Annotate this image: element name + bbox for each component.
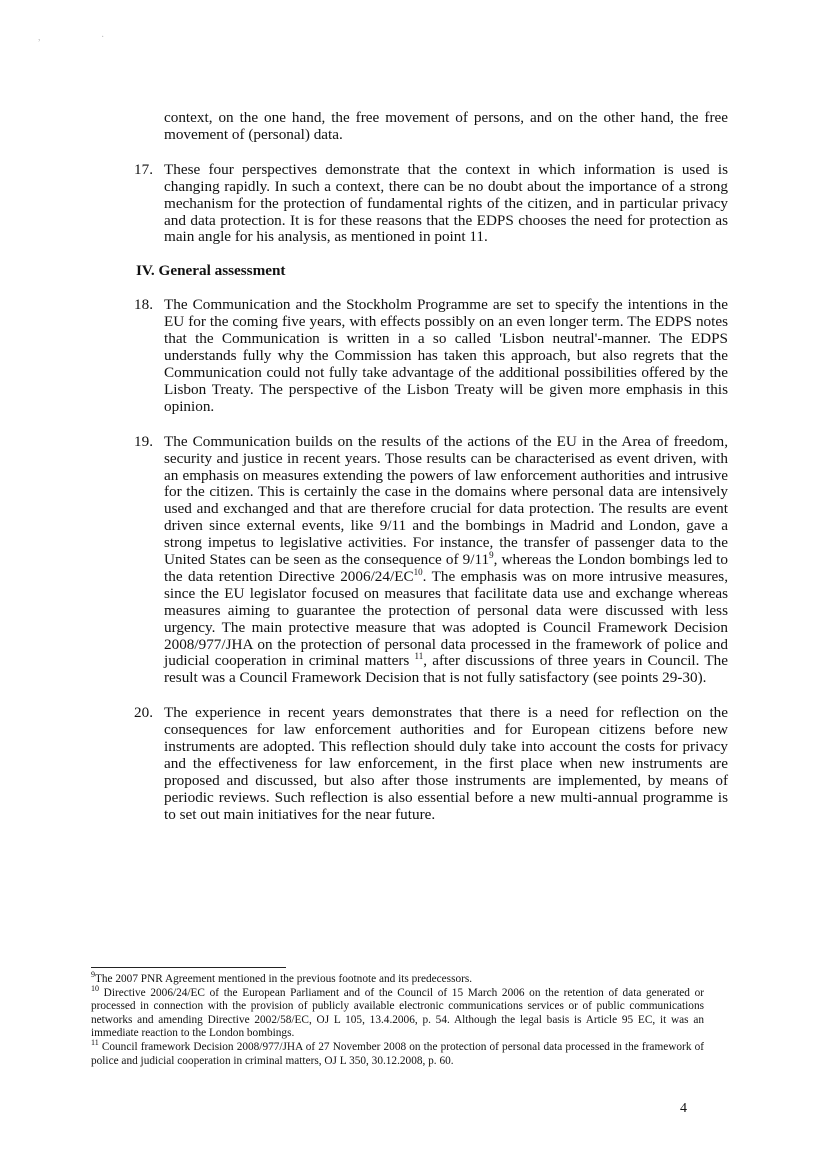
- paragraph-text-part: , after discussions of three years in Council. The result was a Council Framework Decision that is not fully satisfactory (see points 29-30).: [164, 652, 728, 687]
- footnote-number: 9: [91, 970, 95, 980]
- paragraph-number: 17.: [134, 160, 153, 178]
- paragraph-17: [134, 160, 728, 247]
- paragraph-text: These four perspectives demonstrate that the context in which information is used is changing rapidly. In such a context, there can be no doubt about the importance of a strong mechanism for the protection of fundamental rights of the citizen, and in particular privacy and data protection. It is for these reasons that the EDPS chooses the need for protection as main angle for his analysis, as mentioned in point 11.: [164, 160, 728, 246]
- footnote-10: [91, 983, 704, 1041]
- footnote-text: The 2007 PNR Agreement mentioned in the previous footnote and its predecessors.: [95, 973, 473, 985]
- scan-artifact: ,: [38, 32, 41, 43]
- scan-artifact: ·: [101, 32, 105, 43]
- paragraph-text: The Communication and the Stockholm Programme are set to specify the intentions in the EU for the coming five years, with effects possibly on an even longer term. The EDPS notes that the Communication is written in a so called 'Lisbon neutral'-manner. The EDPS understands fully why the Commission has taken this approach, but also regrets that the Communication could not fully take advantage of the additional possibilities offered by the Lisbon Treaty. The perspective of the Lisbon Treaty will be given more emphasis in this opinion.: [164, 296, 728, 415]
- footnote-11: [91, 1038, 705, 1068]
- paragraph-19: [134, 432, 728, 688]
- body-text: [0, 110, 826, 842]
- footnote-reference[interactable]: 11: [414, 651, 424, 662]
- paragraph-text-part: The Communication builds on the results of the actions of the EU in the Area of freedom, security and justice in recent years. Those results can be characterised as event driven, with an emphasis on measures extending the powers of law enforcement authorities and intrusive for the citizen. This is certainly the case in the domains where personal data are intensively used and exchanged and that are therefore crucial for data protection. The results are event driven since external events, like 9/11 and the bombings in Madrid and London, gave a strong impetus to legislative activities. For instance, the transfer of passenger data to the United States can be seen as the consequence of 9/11: [164, 432, 728, 569]
- paragraph-text: The experience in recent years demonstrates that there is a need for reflection on the consequences for law enforcement authorities and for European citizens before new instruments are adopted. This reflection should duly take into account the costs for privacy and the effectiveness for law enforcement, in the first place when new instruments are proposed and discussed, but also after those instruments are implemented, by means of periodic reviews. Such reflection is also essential before a new multi-annual programme is to set out main initiatives for the near future.: [164, 704, 728, 823]
- paragraph-text: context, on the one hand, the free movement of persons, and on the other hand, the free movement of (personal) data.: [164, 109, 728, 143]
- section-heading: IV. General assessment: [136, 262, 286, 280]
- footnote-reference[interactable]: 10: [413, 566, 423, 577]
- paragraph-number: 19.: [134, 432, 153, 450]
- paragraph-text-part: . The emphasis was on more intrusive measures, since the EU legislator focused on measures that facilitate data use and exchange whereas measures aiming to guarantee the protection of personal data were discussed with less urgency. The main protective measure that was adopted is Council Framework Decision 2008/977/JHA on the protection of personal data processed in the framework of police and judicial cooperation in criminal matters: [164, 567, 728, 670]
- footnote-separator: [91, 967, 286, 968]
- paragraph-number: 18.: [134, 296, 153, 314]
- footnote-text: Council framework Decision 2008/977/JHA of 27 November 2008 on the protection of personal data processed in the framework of police and judicial cooperation in criminal matters, OJ L 350, 30.12.2008, p. 60.: [91, 1040, 705, 1067]
- paragraph-16-continued: [164, 110, 728, 144]
- paragraph-18: [134, 296, 728, 415]
- paragraph-number: 20.: [134, 704, 153, 722]
- footnote-text: Directive 2006/24/EC of the European Parliament and of the Council of 15 March 2006 on the retention of data generated or processed in connection with the provision of publicly available electronic communications services or of public communications networks and amending Directive 2002/58/EC, OJ L 105, 13.4.2006, p. 54. Although the legal basis is Article 95 EC, it was an immediate reaction to the London bombings.: [91, 986, 704, 1040]
- footnote-number: 10: [91, 983, 99, 993]
- footnote-reference[interactable]: 9: [489, 549, 494, 560]
- footnote-number: 11: [91, 1038, 99, 1048]
- paragraph-text-part: , whereas the London bombings led to the data retention Directive 2006/24/EC: [164, 551, 728, 585]
- paragraph-20: [134, 704, 728, 823]
- footnote-9: [91, 970, 704, 987]
- page-number: 4: [680, 1101, 687, 1116]
- footnotes: [91, 970, 705, 1068]
